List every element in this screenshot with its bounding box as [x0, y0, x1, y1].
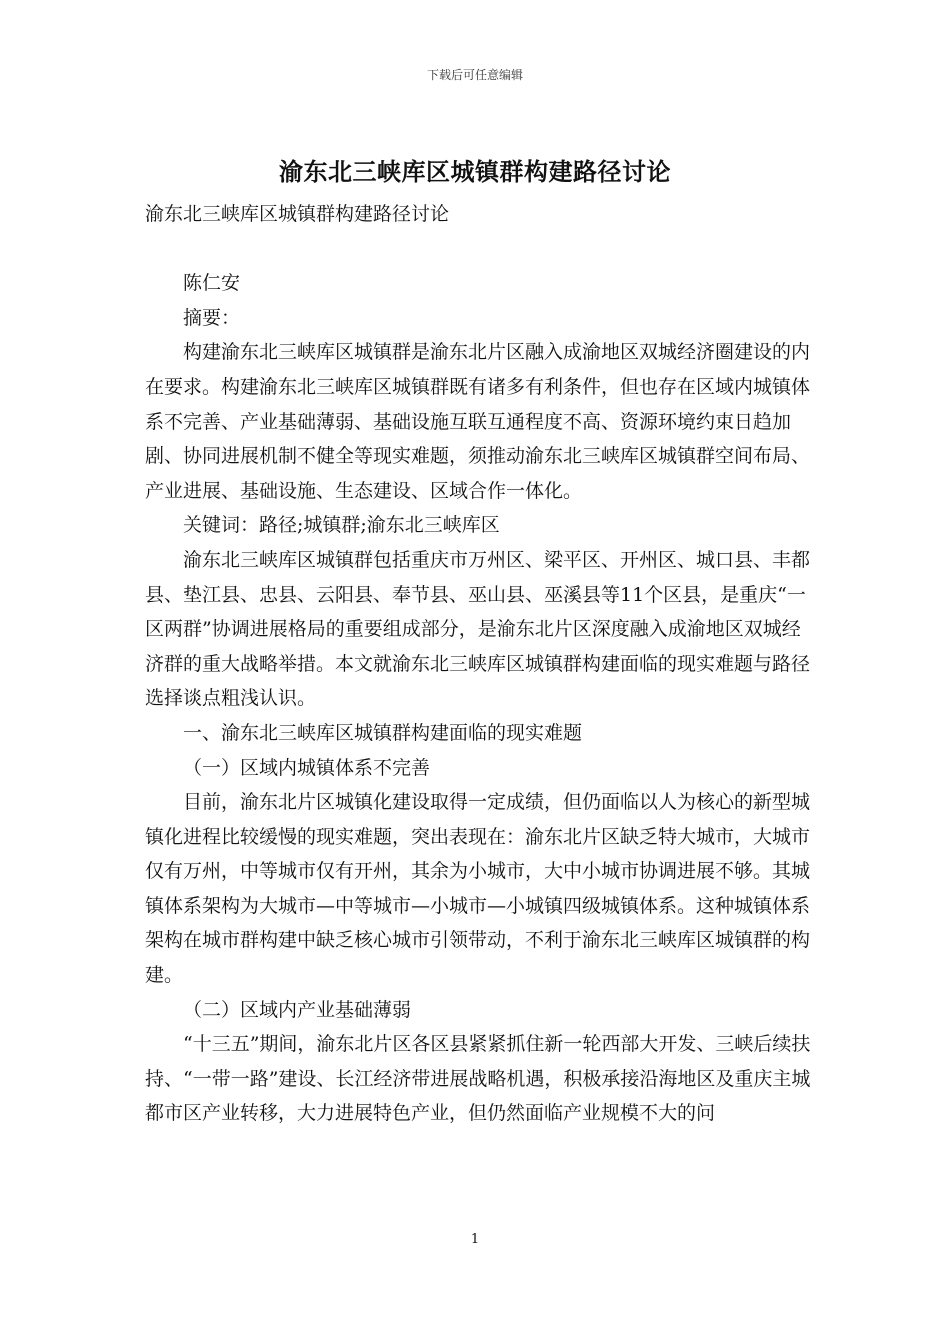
page-number: 1 — [470, 1232, 480, 1247]
header-note: 下载后可任意编辑 — [426, 68, 523, 82]
document-body — [145, 197, 813, 1131]
abstract-paragraph: 构建渝东北三峡库区城镇群是渝东北片区融入成渝地区双城经济圈建设的内在要求。构建渝东北三峡库区城镇群既有诸多有利条件，但也存在区域内城镇体系不完善、产业基础薄弱、基础设施互联互通程度不高、资源环境约束日趋加剧、协同进展机制不健全等现实难题，须推动渝东北三峡库区城镇群空间布局、产业进展、基础设施、生态建设、区域合作一体化。 — [145, 341, 811, 502]
abstract-label: 摘要： — [183, 306, 241, 329]
keywords-paragraph: 关键词：路径;城镇群;渝东北三峡库区 — [183, 514, 500, 537]
subtitle-paragraph: 渝东北三峡库区城镇群构建路径讨论 — [145, 203, 450, 225]
intro-paragraph: 渝东北三峡库区城镇群包括重庆市万州区、梁平区、开州区、城口县、丰都县、垫江县、忠县、云阳县、奉节县、巫山县、巫溪县等11个区县，是重庆“一区两群”协调进展格局的重要组成部分，是渝东北片区深度融入成渝地区双城经济群的重大战略举措。本文就渝东北三峡库区城镇群构建面临的现实难题与路径选择谈点粗浅认识。 — [145, 548, 811, 710]
document-title: 渝东北三峡库区城镇群构建路径讨论 — [279, 157, 671, 186]
section-heading-1: 一、渝东北三峡库区城镇群构建面临的现实难题 — [183, 721, 583, 744]
subsection-heading-1: （一）区域内城镇体系不完善 — [183, 756, 431, 779]
subsection-heading-2: （二）区域内产业基础薄弱 — [183, 998, 412, 1021]
author-name: 陈仁安 — [183, 272, 241, 295]
body-paragraph-1: 目前，渝东北片区城镇化建设取得一定成绩，但仍面临以人为核心的新型城镇化进程比较缓慢的现实难题，突出表现在：渝东北片区缺乏特大城市，大城市仅有万州，中等城市仅有开州，其余为小城市，大中小城市协调进展不够。其城镇体系架构为大城市—中等城市—小城市—小城镇四级城镇体系。这种城镇体系架构在城市群构建中缺乏核心城市引领带动，不利于渝东北三峡库区城镇群的构建。 — [145, 791, 811, 987]
body-paragraph-2: “十三五”期间，渝东北片区各区县紧紧抓住新一轮西部大开发、三峡后续扶持、“一带一路”建设、长江经济带进展战略机遇，积极承接沿海地区及重庆主城都市区产业转移，大力进展特色产业，但仍然面临产业规模不大的问 — [145, 1033, 811, 1125]
